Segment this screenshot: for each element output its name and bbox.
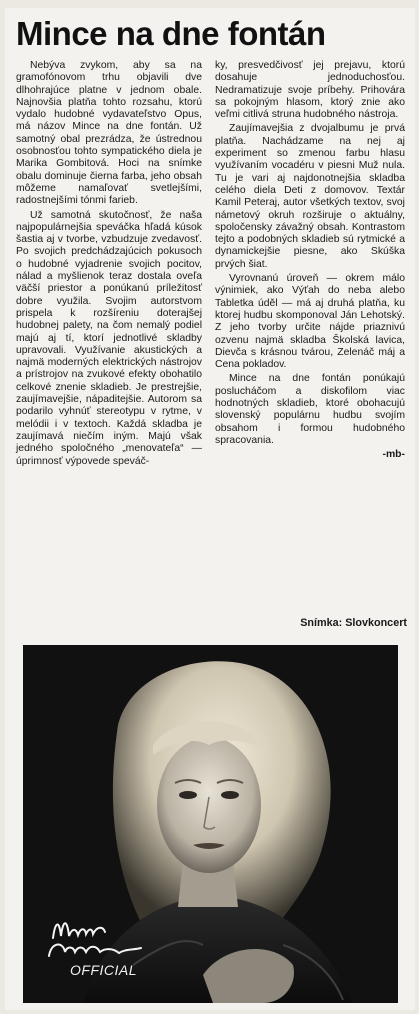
handwritten-signature bbox=[45, 908, 155, 963]
article-column-left bbox=[16, 60, 202, 468]
author-sign: -mb- bbox=[382, 449, 405, 461]
paragraph: Už samotná skutočnosť, že naša najpopulárnejšia speváčka hľadá kúsok šastia aj v tvorbe, vzbudzuje zvedavosť. Po svojich predchádzajúcich pokusoch o hudobné vyjadrenie svojich pocitov, nálad a myšlienok teraz dostala oveľa väčší priestor a ponúkanú príležitosť dobre využila. Svojim autorstvom prispela k rozšíreniu doterajšej hudobnej palety, na čom nemalý podiel majú aj tí, ktorí jednotlivé skladby upravovali. Využívanie akustických a najmä moderných elektrických nástrojov a prístrojov na zvukové efekty obohatilo celkové znenie skladieb. Je prestrejšie, zaujímavejšie, nápaditejšie. Autorom sa podarilo vyhnúť stereotypu v rytme, v melódii i v textoch. Každá skladba je zaujímavá niečím iným. Majú však jedného spoločného „menovateľa“ — úprimnosť výpovede speváč- bbox=[16, 209, 202, 467]
official-label: OFFICIAL bbox=[70, 962, 138, 978]
paragraph: Zaujímavejšia z dvojalbumu je prvá platňa. Nachádzame na nej aj experiment so zmenou farbu hlasu využívaním vocadéru v piesni Muž nula. Tu je vari aj najdonotnejšia skladba celého diela Deti z domovov. Textár Kamil Peteraj, autor všetkých textov, svoj námetový okruh rozširuje o aktuálny, spoločensky závažný obsah. Kontrastom tejto a podobných skladieb sú rytmické a dynamickejšie piesne, ako Skúška prvých šiat. bbox=[215, 123, 405, 270]
article-title: Mince na dne fontán bbox=[16, 15, 326, 52]
paragraph: Nebýva zvykom, aby sa na gramofónovom trhu objavili dve dlhohrajúce platne v jednom obale. Najnovšia platňa tohto rozsahu, ktorú vydalo hudobné vydavateľstvo Opus, má názov Mince na dne fontán. Už samotný obal prezrádza, že ústrednou osobnosťou tohto sympatického diela je Marika Gombitová. Hoci na snímke obalu dominuje čierna farba, jeho obsah môžeme namaľovať svetlejšími, radostnejšími tónmi farieb. bbox=[16, 60, 202, 207]
photo-credit: Snímka: Slovkoncert bbox=[300, 617, 407, 629]
paragraph: ky, presvedčivosť jej prejavu, ktorú dosahuje jednoduchosťou. Nedramatizuje svoje príbehy. Prihovára sa pokojným hlasom, ktorý znie ako veľmi citlivá struna hudobného nástroja. bbox=[215, 60, 405, 121]
paragraph: Mince na dne fontán ponúkajú poslucháčom a diskofilom viac hodnotných skladieb, ktoré obohacujú slovenský populárnu hudbu svojím obsahom i formou hudobného spracovania. bbox=[215, 373, 405, 446]
article-column-right bbox=[215, 60, 405, 462]
paragraph: Vyrovnanú úroveň — okrem málo výnimiek, ako Výťah do neba alebo Tabletka úděl — má aj druhá platňa, ku ktorej hudbu skomponoval Ján Lehotský. Z jeho tvorby určite nájde priaznivú ozvenu najmä skladba Školská lavica, Dievča s krásnou tvárou, Zelenáč máj a Cena pokladov. bbox=[215, 273, 405, 371]
